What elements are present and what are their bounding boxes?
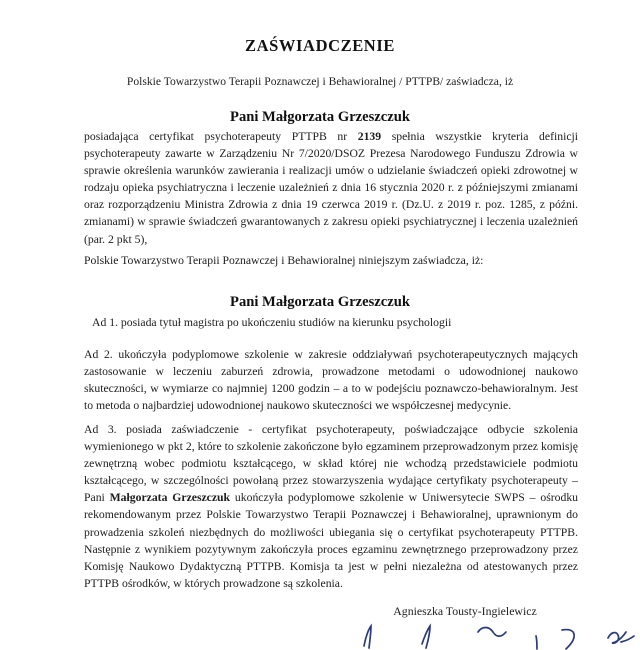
point-ad3-suffix: ukończyła podyplomowe szkolenie w Uniwersytecie SWPS – ośrodku rekomendowanym przez Polskie Towarzystwo Terapii Poznawczej i Behawioralnej, uprawnionym do prowadzenia szkoleń niezbędnych do możliwości ubiegania się o certyfikat psychoterapeuty PTTPB. Następnie z wynikiem pozytywnym zakończyła proces egzaminu zewnętrznego przeprowadzony przez Komisję Naukowo Dydaktyczną PTTPB. Komisja ta jest w pełni niezależna od atestowanych przez PTTPB ośrodków, w których prowadzone są szkolenia.: [84, 491, 579, 590]
point-ad1-text: Ad 1. posiada tytuł magistra po ukończeniu studiów na kierunku psychologii: [92, 316, 452, 329]
main-statement-paragraph: [84, 128, 578, 248]
point-ad3-prefix: Ad 3. posiada zaświadczenie - certyfikat psychoterapeuty, poświadczające odbycie szkolenia wymienionego w pkt 2, które to szkolenie zakończone było egzaminem przeprowadzonym przez komisję zewnętrzną wobec podmiotu kształcącego, w skład której nie wchodzą przedstawiciele podmiotu kształcącego, w szczególności powołaną przez stowarzyszenia wydające certyfikaty psychoterapeuty – Pani: [84, 423, 578, 505]
signature-block: [330, 604, 630, 640]
issuer-subtitle: Polskie Towarzystwo Terapii Poznawczej i Behawioralnej / PTTPB/ zaświadcza, iż: [126, 75, 514, 88]
point-ad3-text: [84, 421, 578, 592]
point-ad1-block: [92, 314, 578, 331]
main-statement-suffix: spełnia wszystkie kryteria definicji psychoterapeuty zawarte w Zarządzeniu Nr 7/2020/DSOZ Prezesa Narodowego Funduszu Zdrowia w sprawie określenia warunków zawierania i realizacji umów o udzielanie świadczeń opieki zdrowotnej w rodzaju opieka psychiatryczna i leczenie uzależnień z dnia 16 stycznia 2020 r. z późniejszymi zmianami oraz rozporządzeniu Ministra Zdrowia z dnia 19 czerwca 2019 r. (Dz.U. z 2019 r. poz. 1285, z późni. zmianami) w sprawie świadczeń gwarantowanych z zakresu opieki psychiatrycznej i leczenia uzależnień (par. 2 pkt 5),: [84, 130, 579, 246]
handwritten-signature-icon: [340, 620, 640, 650]
recipient-name-heading-primary: Pani Małgorzata Grzeszczuk: [230, 109, 410, 125]
point-ad3-inline-name: Małgorzata Grzeszczuk: [109, 491, 231, 505]
recipient-name-heading-secondary: Pani Małgorzata Grzeszczuk: [230, 294, 410, 310]
certificate-number: 2139: [357, 130, 382, 143]
point-ad3-block: [84, 421, 578, 592]
page-title: ZAŚWIADCZENIE: [245, 36, 395, 55]
main-statement-text: [84, 128, 578, 248]
main-statement-prefix: posiadająca certyfikat psychoterapeuty PTTPB nr: [84, 130, 358, 143]
declaration-text: Polskie Towarzystwo Terapii Poznawczej i Behawioralnej niniejszym zaświadcza, iż:: [84, 254, 484, 267]
point-ad2-text: Ad 2. ukończyła podyplomowe szkolenie w zakresie oddziaływań psychoterapeutycznych mających zastosowanie w leczeniu zaburzeń zdrowia, prowadzone metodami o udowodnionej naukowo skuteczności, w wymiarze co najmniej 1200 godzin – a to w podejściu poznawczo-behawioralnym. Jest to metoda o najbardziej udowodnionej naukowo skuteczności we współczesnej medycynie.: [84, 348, 578, 413]
signatory-name: Agnieszka Tousty-Ingielewicz: [393, 604, 537, 618]
declaration-block: [84, 252, 578, 269]
point-ad2-block: [84, 346, 578, 414]
